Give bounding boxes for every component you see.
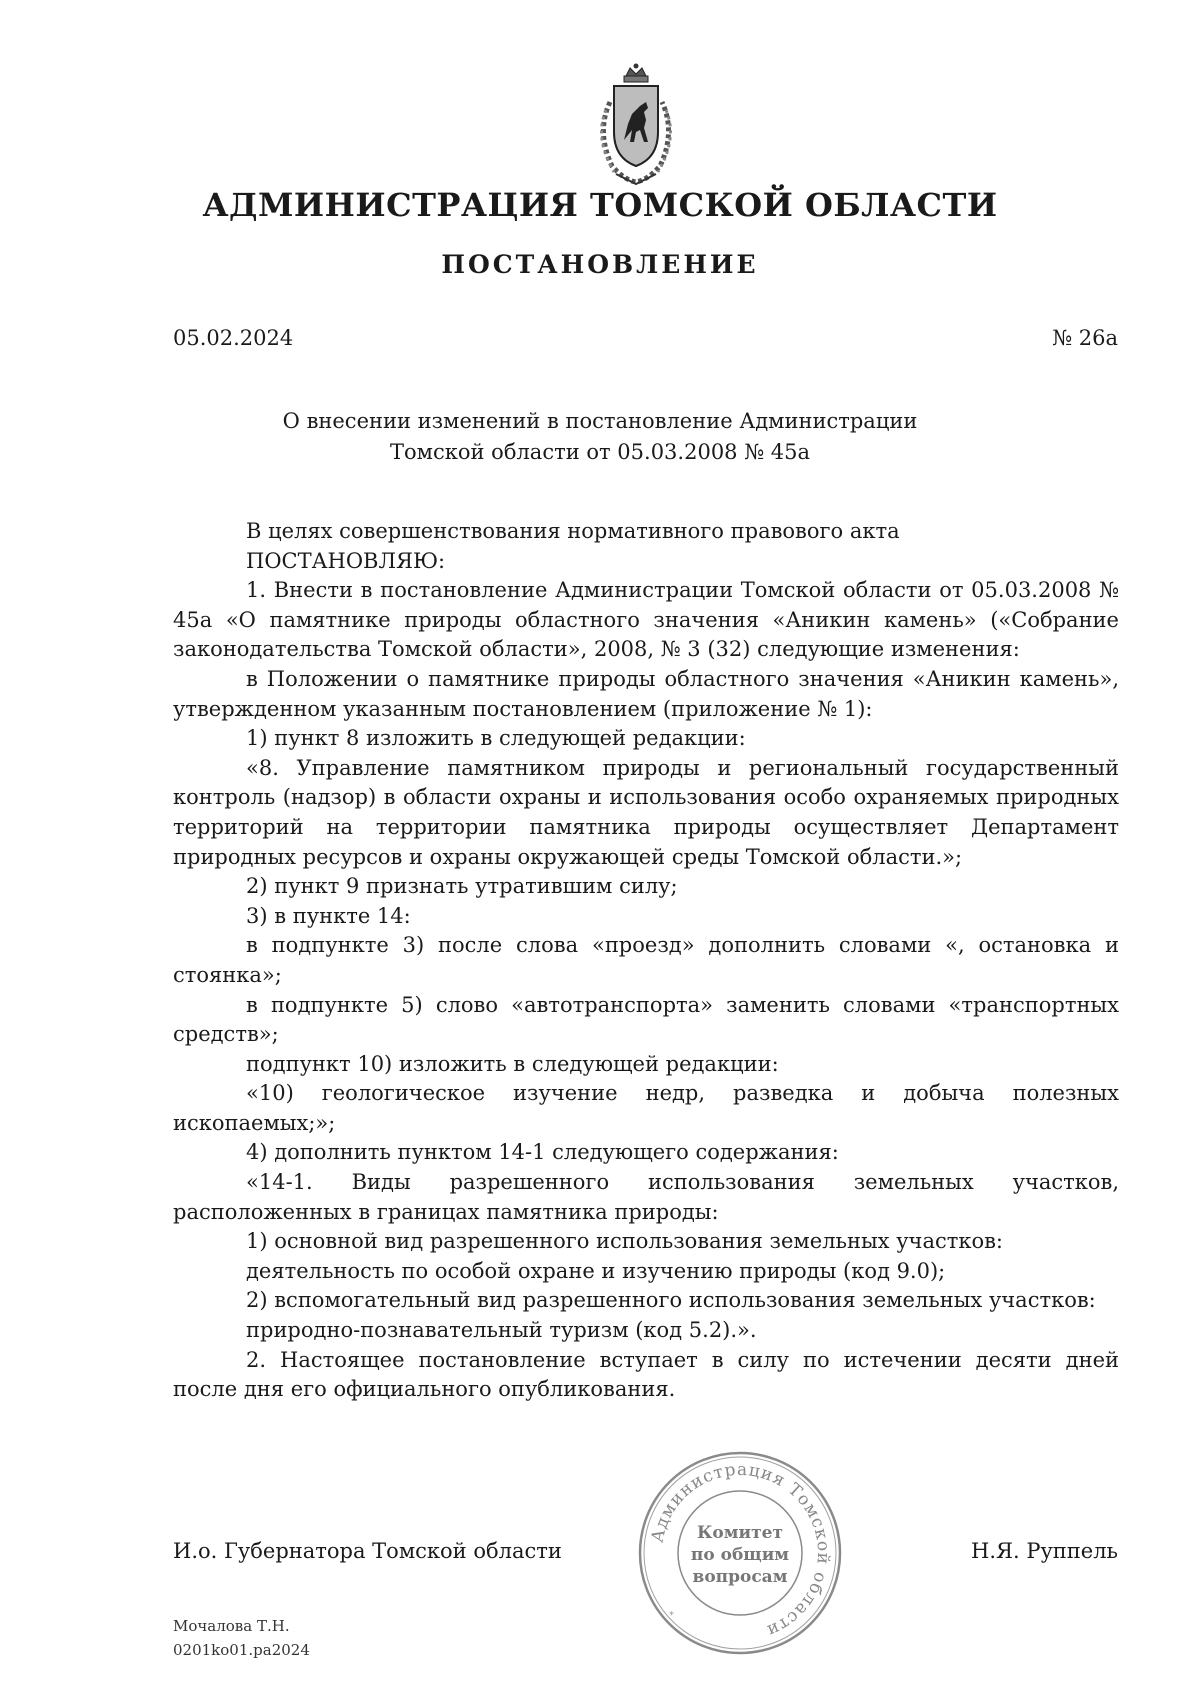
body-paragraph: 2. Настоящее постановление вступает в силу по истечении десяти дней после дня его официального опубликования.	[173, 1347, 1119, 1402]
body-paragraph: 4) дополнить пунктом 14-1 следующего содержания:	[246, 1140, 839, 1165]
body-paragraph: 1. Внести в постановление Администрации Томской области от 05.03.2008 № 45а «О памятнике природы областного значения «Аникин камень» («Собрание законодательства Томской области», 2008, № 3 (32) следующие изменения:	[173, 578, 1119, 662]
subject-line: Томской области от 05.03.2008 № 45а	[389, 440, 811, 464]
body-paragraph: «10) геологическое изучение недр, разведка и добыча полезных ископаемых;»;	[173, 1081, 1119, 1135]
body-paragraph: 2) пункт 9 признать утратившим силу;	[246, 874, 678, 899]
stamp-center-text: Комитет	[696, 1523, 784, 1543]
body-paragraph: 3) в пункте 14:	[246, 903, 411, 928]
executor-name: Мочалова Т.Н.	[173, 1617, 290, 1635]
body-paragraph: подпункт 10) изложить в следующей редакции:	[246, 1051, 779, 1076]
body-paragraph: 1) пункт 8 изложить в следующей редакции:	[246, 726, 746, 751]
signatory-position: И.о. Губернатора Томской области	[173, 1539, 562, 1563]
body-paragraph: 2) вспомогательный вид разрешенного использования земельных участков:	[246, 1288, 1096, 1313]
subject-line: О внесении изменений в постановление Администрации	[282, 409, 918, 433]
stamp-star-icon: *	[669, 1610, 674, 1621]
body-paragraph: в подпункте 5) слово «автотранспорта» заменить словами «транспортных средств»;	[173, 992, 1119, 1047]
stamp-center-text: по общим	[690, 1545, 790, 1565]
official-stamp	[635, 1448, 845, 1658]
body-paragraph: В целях совершенствования нормативного правового акта	[246, 519, 900, 543]
document-type-title: ПОСТАНОВЛЕНИЕ	[441, 250, 759, 279]
body-paragraph: в подпункте 3) после слова «проезд» дополнить словами «, остановка и стоянка»;	[173, 933, 1119, 987]
executor-block	[173, 1614, 310, 1662]
signatory-name: Н.Я. Руппель	[971, 1539, 1118, 1563]
stamp-center-text: вопросам	[692, 1567, 788, 1587]
body-paragraph: «8. Управление памятником природы и региональный государственный контроль (надзор) в области охраны и использования особо охраняемых природных территорий на территории памятника природы осуществляет Департамент природных ресурсов и охраны окружающей среды Томской области.»;	[173, 755, 1119, 869]
body-paragraph: «14-1. Виды разрешенного использования земельных участков, расположенных в границах памятника природы:	[173, 1170, 1119, 1224]
body-paragraph: 1) основной вид разрешенного использования земельных участков:	[246, 1229, 1004, 1254]
stamp-ring-text: Администрация Томской области	[647, 1459, 834, 1641]
document-number: № 26а	[1052, 326, 1118, 350]
body-paragraph: деятельность по особой охране и изучению природы (код 9.0);	[246, 1258, 946, 1283]
body-paragraph: ПОСТАНОВЛЯЮ:	[246, 548, 446, 573]
organization-title: АДМИНИСТРАЦИЯ ТОМСКОЙ ОБЛАСТИ	[202, 186, 998, 224]
document-subject	[200, 406, 1000, 468]
body-paragraph: природно-познавательный туризм (код 5.2).».	[246, 1318, 757, 1343]
document-body	[173, 517, 1119, 1405]
document-date: 05.02.2024	[173, 326, 294, 350]
body-paragraph: в Положении о памятнике природы областного значения «Аникин камень», утвержденном указанным постановлением (приложение № 1):	[173, 666, 1119, 721]
tomsk-coat-of-arms-icon	[588, 62, 684, 190]
executor-code: 0201ko01.pa2024	[173, 1641, 310, 1659]
